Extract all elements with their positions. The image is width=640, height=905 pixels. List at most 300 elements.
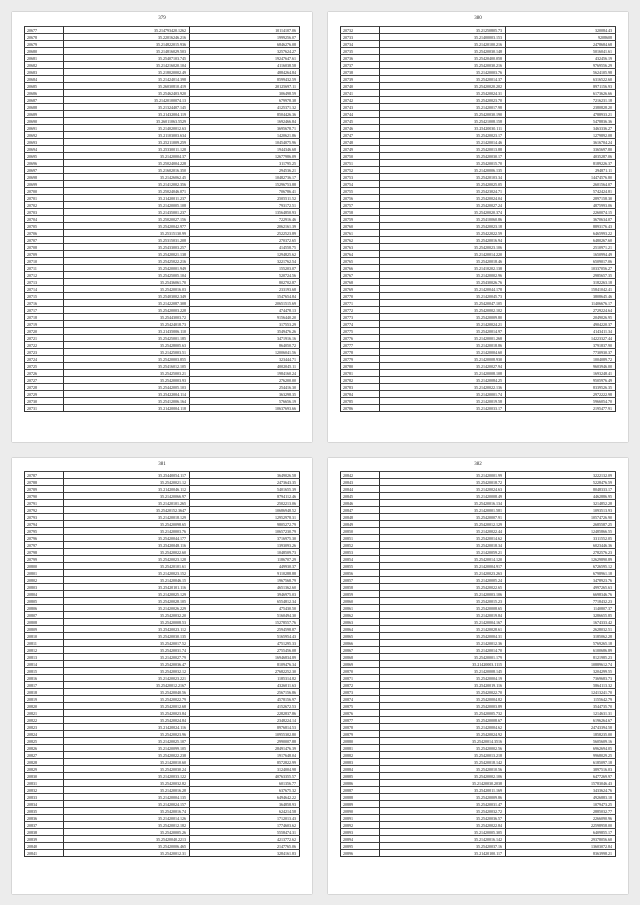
code-cell: 35.21420001.268: [380, 335, 506, 342]
code-cell: 35.21426062.45: [64, 174, 190, 181]
table-row: [341, 514, 616, 521]
row-id-cell: 20730: [25, 398, 64, 405]
code-cell: 35.21420099.105: [64, 745, 190, 752]
amount-cell: 9603946.00: [506, 363, 616, 370]
table-row: [25, 146, 300, 153]
row-id-cell: 20880: [341, 738, 380, 745]
code-cell: 35.25420031.47: [380, 801, 506, 808]
row-id-cell: 20688: [25, 104, 64, 111]
row-id-cell: 20701: [25, 195, 64, 202]
code-cell: 35.25420024.84: [64, 717, 190, 724]
row-id-cell: 20820: [25, 703, 64, 710]
row-id-cell: 20874: [341, 696, 380, 703]
code-cell: 35.21103003.634: [64, 132, 190, 139]
amount-cell: 6554812.34: [190, 598, 300, 605]
code-cell: 35.22016246.216: [64, 34, 190, 41]
code-cell: 35.21420008.49: [380, 493, 506, 500]
row-id-cell: 20794: [25, 521, 64, 528]
table-row: [341, 391, 616, 398]
amount-cell: 5016041.61: [506, 48, 616, 55]
table-row: [25, 405, 300, 412]
code-cell: 35.21420005.305: [380, 829, 506, 836]
row-id-cell: 20854: [341, 556, 380, 563]
code-cell: 35.25420016.94: [380, 237, 506, 244]
row-id-cell: 20815: [25, 668, 64, 675]
row-id-cell: 20689: [25, 111, 64, 118]
table-row: [341, 843, 616, 850]
row-id-cell: 20759: [341, 216, 380, 223]
amount-cell: 8976814.53: [190, 724, 300, 731]
amount-cell: 12006041.56: [190, 349, 300, 356]
row-id-cell: 20895: [341, 843, 380, 850]
table-row: [341, 125, 616, 132]
code-cell: 35.21420101.265: [64, 500, 190, 507]
page-number: 379: [158, 16, 166, 21]
amount-cell: 601356.77: [190, 780, 300, 787]
code-cell: 35.21420046.112: [64, 486, 190, 493]
code-cell: 35.25420103.34: [380, 174, 506, 181]
amount-cell: 9156440.20: [190, 314, 300, 321]
code-cell: 35.25420023.96: [64, 731, 190, 738]
amount-cell: 7369683.73: [506, 675, 616, 682]
amount-cell: 4125371.32: [190, 104, 300, 111]
table-row: [341, 808, 616, 815]
amount-cell: 8572822.99: [190, 759, 300, 766]
table-row: [341, 111, 616, 118]
row-id-cell: 20687: [25, 97, 64, 104]
amount-cell: 5401655.39: [190, 486, 300, 493]
table-row: [25, 293, 300, 300]
amount-cell: 12485866.55: [506, 528, 616, 535]
table-row: [341, 605, 616, 612]
row-id-cell: 20754: [341, 181, 380, 188]
table-row: [341, 27, 616, 34]
amount-cell: 2348224.14: [190, 717, 300, 724]
row-id-cell: 20865: [341, 633, 380, 640]
code-cell: 35.25420002.102: [380, 307, 506, 314]
code-cell: 35.25420030.135: [64, 633, 190, 640]
row-id-cell: 20736: [341, 55, 380, 62]
amount-cell: 10574726.90: [506, 514, 616, 521]
code-cell: 35.25420014.120: [380, 556, 506, 563]
code-cell: 35.21420004.917: [380, 563, 506, 570]
table-row: [341, 356, 616, 363]
table-row: [341, 724, 616, 731]
amount-cell: 4035287.06: [506, 153, 616, 160]
table-row: [25, 160, 300, 167]
table-row: [341, 696, 616, 703]
amount-cell: 1079473.25: [506, 801, 616, 808]
code-cell: 35.21420027.79: [64, 654, 190, 661]
amount-cell: 576656.19: [190, 398, 300, 405]
row-id-cell: 20884: [341, 766, 380, 773]
table-row: [341, 472, 616, 479]
row-id-cell: 20732: [341, 27, 380, 34]
code-cell: 35.21420059.21: [380, 549, 506, 556]
row-id-cell: 20858: [341, 584, 380, 591]
row-id-cell: 20705: [25, 223, 64, 230]
table-row: [341, 759, 616, 766]
table-row: [25, 377, 300, 384]
code-cell: 35.25420012.68: [64, 703, 190, 710]
table-row: [341, 34, 616, 41]
code-cell: 35.214020012.63: [64, 125, 190, 132]
code-cell: 35.25425003.21: [64, 370, 190, 377]
amount-cell: 5966054.70: [506, 398, 616, 405]
code-cell: 35.25420013.218: [380, 752, 506, 759]
data-table: [24, 26, 300, 412]
amount-cell: 9968029.25: [506, 752, 616, 759]
row-id-cell: 20808: [25, 619, 64, 626]
row-id-cell: 20733: [341, 34, 380, 41]
code-cell: 35.21420025.129: [64, 591, 190, 598]
code-cell: 35.25420101.116: [64, 584, 190, 591]
amount-cell: 363298.35: [190, 391, 300, 398]
amount-cell: 6173626.66: [506, 90, 616, 97]
row-id-cell: 20817: [25, 682, 64, 689]
amount-cell: 2885032.77: [506, 808, 616, 815]
amount-cell: 3124004.98: [190, 766, 300, 773]
code-cell: 35.21420027.94: [380, 363, 506, 370]
row-id-cell: 20771: [341, 300, 380, 307]
amount-cell: 276200.00: [190, 377, 300, 384]
amount-cell: 3214852.28: [506, 500, 616, 507]
amount-cell: 2729224.64: [506, 307, 616, 314]
amount-cell: 2062161.39: [190, 223, 300, 230]
table-row: [25, 41, 300, 48]
amount-cell: 2594598.87: [190, 626, 300, 633]
amount-cell: 6846276.08: [190, 41, 300, 48]
code-cell: 35.25420004.31: [380, 633, 506, 640]
row-id-cell: 20801: [25, 570, 64, 577]
amount-cell: 6316522.60: [506, 76, 616, 83]
amount-cell: 2972222.98: [506, 391, 616, 398]
code-cell: 35.25462403.920: [64, 90, 190, 97]
row-id-cell: 20693: [25, 139, 64, 146]
code-cell: 35.25420400.058: [380, 55, 506, 62]
table-row: [341, 598, 616, 605]
code-cell: 35.21420028.61: [380, 626, 506, 633]
code-cell: 35.21420004.62: [380, 724, 506, 731]
code-cell: 35.25420021.138: [64, 251, 190, 258]
row-id-cell: 20804: [25, 591, 64, 598]
row-id-cell: 20749: [341, 146, 380, 153]
table-row: [25, 244, 300, 251]
amount-cell: 20651515.69: [190, 300, 300, 307]
amount-cell: 2628032.51: [506, 626, 616, 633]
amount-cell: 3471916.16: [190, 335, 300, 342]
code-cell: 35.21420100.117: [380, 850, 506, 857]
code-cell: 35.25420012.2167: [64, 682, 190, 689]
amount-cell: 3695678.71: [190, 125, 300, 132]
code-cell: 35.21400003.153: [380, 34, 506, 41]
amount-cell: 793172.51: [190, 202, 300, 209]
table-row: [25, 493, 300, 500]
row-id-cell: 20712: [25, 272, 64, 279]
table-row: [341, 815, 616, 822]
code-cell: 35.25420011.169: [380, 787, 506, 794]
table-row: [25, 76, 300, 83]
table-row: [25, 801, 300, 808]
code-cell: 35.25420003.89: [380, 703, 506, 710]
code-cell: 35.25436061.70: [64, 279, 190, 286]
table-row: [25, 356, 300, 363]
row-id-cell: 20763: [341, 244, 380, 251]
row-id-cell: 20833: [25, 794, 64, 801]
row-id-cell: 20716: [25, 300, 64, 307]
table-row: [341, 549, 616, 556]
row-id-cell: 20746: [341, 125, 380, 132]
amount-cell: 4326011.63: [190, 682, 300, 689]
table-row: [341, 153, 616, 160]
amount-cell: 20125697.11: [190, 83, 300, 90]
row-id-cell: 20769: [341, 286, 380, 293]
row-id-cell: 20768: [341, 279, 380, 286]
code-cell: 35.25420018.72: [380, 479, 506, 486]
table-row: [341, 668, 616, 675]
amount-cell: 24743394.58: [506, 724, 616, 731]
row-id-cell: 20861: [341, 605, 380, 612]
amount-cell: 1186707.29: [190, 556, 300, 563]
code-cell: 35.214822015.936: [64, 41, 190, 48]
code-cell: 35.25420016.03: [64, 286, 190, 293]
row-id-cell: 20877: [341, 717, 380, 724]
amount-cell: 4578156.97: [190, 696, 300, 703]
amount-cell: 1214631.31: [506, 710, 616, 717]
amount-cell: 9769556.29: [506, 62, 616, 69]
table-row: [25, 535, 300, 542]
amount-cell: 4926883.18: [506, 794, 616, 801]
row-id-cell: 20840: [25, 843, 64, 850]
table-row: [25, 265, 300, 272]
table-row: [25, 780, 300, 787]
code-cell: 35.25425005.104: [64, 272, 190, 279]
amount-cell: 6962694.05: [506, 745, 616, 752]
data-table: [24, 471, 300, 857]
row-id-cell: 20807: [25, 612, 64, 619]
code-cell: 35.21410202.138: [380, 265, 506, 272]
amount-cell: 5605609.16: [506, 738, 616, 745]
amount-cell: 6726595.12: [506, 563, 616, 570]
amount-cell: 27682252.30: [190, 668, 300, 675]
row-id-cell: 20814: [25, 661, 64, 668]
amount-cell: 2601564.07: [506, 181, 616, 188]
table-row: [341, 342, 616, 349]
row-id-cell: 20679: [25, 41, 64, 48]
code-cell: 35.25420002.56: [380, 745, 506, 752]
table-row: [25, 514, 300, 521]
amount-cell: 320084.43: [506, 27, 616, 34]
amount-cell: 3286655.85: [506, 612, 616, 619]
row-id-cell: 20696: [25, 160, 64, 167]
code-cell: 35.25420007.91: [380, 514, 506, 521]
code-cell: 35.25420037.16: [380, 843, 506, 850]
row-id-cell: 20699: [25, 181, 64, 188]
code-cell: 35.25420022.238: [64, 752, 190, 759]
table-row: [341, 738, 616, 745]
table-row: [341, 717, 616, 724]
amount-cell: 5478836.36: [506, 118, 616, 125]
row-id-cell: 20772: [341, 307, 380, 314]
code-cell: 35.25420032.20: [64, 612, 190, 619]
amount-cell: 1674333.42: [506, 619, 616, 626]
code-cell: 35.21420023.221: [64, 675, 190, 682]
code-cell: 35.25422022.59: [380, 230, 506, 237]
row-id-cell: 20790: [25, 493, 64, 500]
table-row: [25, 258, 300, 265]
code-cell: 35.21420008.145: [380, 668, 506, 675]
amount-cell: 864050.72: [190, 342, 300, 349]
table-row: [341, 577, 616, 584]
table-row: [341, 104, 616, 111]
table-row: [341, 584, 616, 591]
code-cell: 35.25420003.93: [64, 377, 190, 384]
amount-cell: 19247647.61: [190, 55, 300, 62]
row-id-cell: 20767: [341, 272, 380, 279]
code-cell: 35.25420015.23: [380, 598, 506, 605]
table-row: [25, 605, 300, 612]
code-cell: 35.25420020.202: [380, 83, 506, 90]
row-id-cell: 20761: [341, 230, 380, 237]
code-cell: 35.25420012.182: [64, 822, 190, 829]
amount-cell: 4651362.60: [190, 584, 300, 591]
table-row: [25, 132, 300, 139]
table-row: [25, 479, 300, 486]
code-cell: 35.25440054.117: [64, 472, 190, 479]
row-id-cell: 20851: [341, 535, 380, 542]
amount-cell: 624214.58: [190, 808, 300, 815]
row-id-cell: 20802: [25, 577, 64, 584]
table-row: [341, 300, 616, 307]
row-id-cell: 20691: [25, 125, 64, 132]
amount-cell: 7718432.23: [506, 598, 616, 605]
amount-cell: 1048509.73: [190, 549, 300, 556]
row-id-cell: 20709: [25, 251, 64, 258]
table-row: [341, 335, 616, 342]
row-id-cell: 20779: [341, 356, 380, 363]
amount-cell: 3284161.83: [190, 850, 300, 857]
amount-cell: 520724.56: [190, 272, 300, 279]
row-id-cell: 20770: [341, 293, 380, 300]
code-cell: 35.21324407.145: [64, 104, 190, 111]
amount-cell: 1393093.26: [190, 542, 300, 549]
table-row: [25, 521, 300, 528]
row-id-cell: 20786: [341, 405, 380, 412]
code-cell: 35.25420019.116: [380, 682, 506, 689]
code-cell: 35.25416012.105: [64, 363, 190, 370]
amount-cell: 5160494.30: [190, 612, 300, 619]
amount-cell: 29378056.60: [506, 836, 616, 843]
table-row: [341, 90, 616, 97]
row-id-cell: 20741: [341, 90, 380, 97]
amount-cell: 5228476.59: [506, 479, 616, 486]
row-id-cell: 20839: [25, 836, 64, 843]
amount-cell: 15296753.88: [190, 181, 300, 188]
table-row: [25, 349, 300, 356]
code-cell: 35.25420040.56: [64, 689, 190, 696]
row-id-cell: 20682: [25, 62, 64, 69]
table-row: [341, 293, 616, 300]
row-id-cell: 20685: [25, 83, 64, 90]
row-id-cell: 20852: [341, 542, 380, 549]
table-row: [25, 48, 300, 55]
row-id-cell: 20803: [25, 584, 64, 591]
amount-cell: 14474576.80: [506, 174, 616, 181]
code-cell: 35.21420022.136: [380, 384, 506, 391]
code-cell: 35.25420022.70: [380, 689, 506, 696]
row-id-cell: 20751: [341, 160, 380, 167]
code-cell: 35.25420027.24: [380, 202, 506, 209]
amount-cell: 317553.29: [190, 321, 300, 328]
row-id-cell: 20819: [25, 696, 64, 703]
row-id-cell: 20773: [341, 314, 380, 321]
table-row: [341, 209, 616, 216]
row-id-cell: 20728: [25, 384, 64, 391]
amount-cell: 2782576.23: [506, 549, 616, 556]
code-cell: 35.25420016.134: [380, 500, 506, 507]
table-row: [25, 272, 300, 279]
row-id-cell: 20717: [25, 307, 64, 314]
code-cell: 35.25420028.105: [64, 598, 190, 605]
code-cell: 35.25420022.79: [64, 696, 190, 703]
code-cell: 35.25433003.257: [64, 244, 190, 251]
code-cell: 35.25420032.12: [64, 668, 190, 675]
amount-cell: 2478684.68: [506, 41, 616, 48]
amount-cell: 8893176.43: [506, 223, 616, 230]
table-row: [341, 801, 616, 808]
table-row: [341, 661, 616, 668]
table-row: [341, 405, 616, 412]
amount-cell: 4002045.11: [190, 363, 300, 370]
amount-cell: 8189226.37: [506, 160, 616, 167]
table-row: [341, 69, 616, 76]
row-id-cell: 20867: [341, 647, 380, 654]
code-cell: 35.25420030.216: [380, 62, 506, 69]
amount-cell: 722916.46: [190, 216, 300, 223]
amount-cell: 15278557.76: [190, 619, 300, 626]
table-row: [25, 724, 300, 731]
row-id-cell: 20753: [341, 174, 380, 181]
amount-cell: 1650994.49: [506, 251, 616, 258]
table-row: [25, 738, 300, 745]
row-id-cell: 20869: [341, 661, 380, 668]
amount-cell: 3946975.03: [190, 591, 300, 598]
row-id-cell: 20885: [341, 773, 380, 780]
code-cell: 35.25420016.74: [64, 808, 190, 815]
amount-cell: 2282837.86: [190, 710, 300, 717]
table-row: [25, 83, 300, 90]
table-row: [341, 230, 616, 237]
table-row: [341, 521, 616, 528]
row-id-cell: 20848: [341, 514, 380, 521]
row-id-cell: 20795: [25, 528, 64, 535]
document-page-380: [328, 12, 628, 442]
row-id-cell: 20824: [25, 731, 64, 738]
row-id-cell: 20713: [25, 279, 64, 286]
table-row: [341, 731, 616, 738]
table-row: [25, 472, 300, 479]
row-id-cell: 20873: [341, 689, 380, 696]
code-cell: 35.25420023.128: [64, 556, 190, 563]
amount-cell: 8971156.93: [506, 83, 616, 90]
table-row: [25, 661, 300, 668]
table-row: [341, 640, 616, 647]
table-row: [341, 829, 616, 836]
row-id-cell: 20695: [25, 153, 64, 160]
row-id-cell: 20756: [341, 195, 380, 202]
table-row: [341, 286, 616, 293]
amount-cell: 10337056.27: [506, 265, 616, 272]
